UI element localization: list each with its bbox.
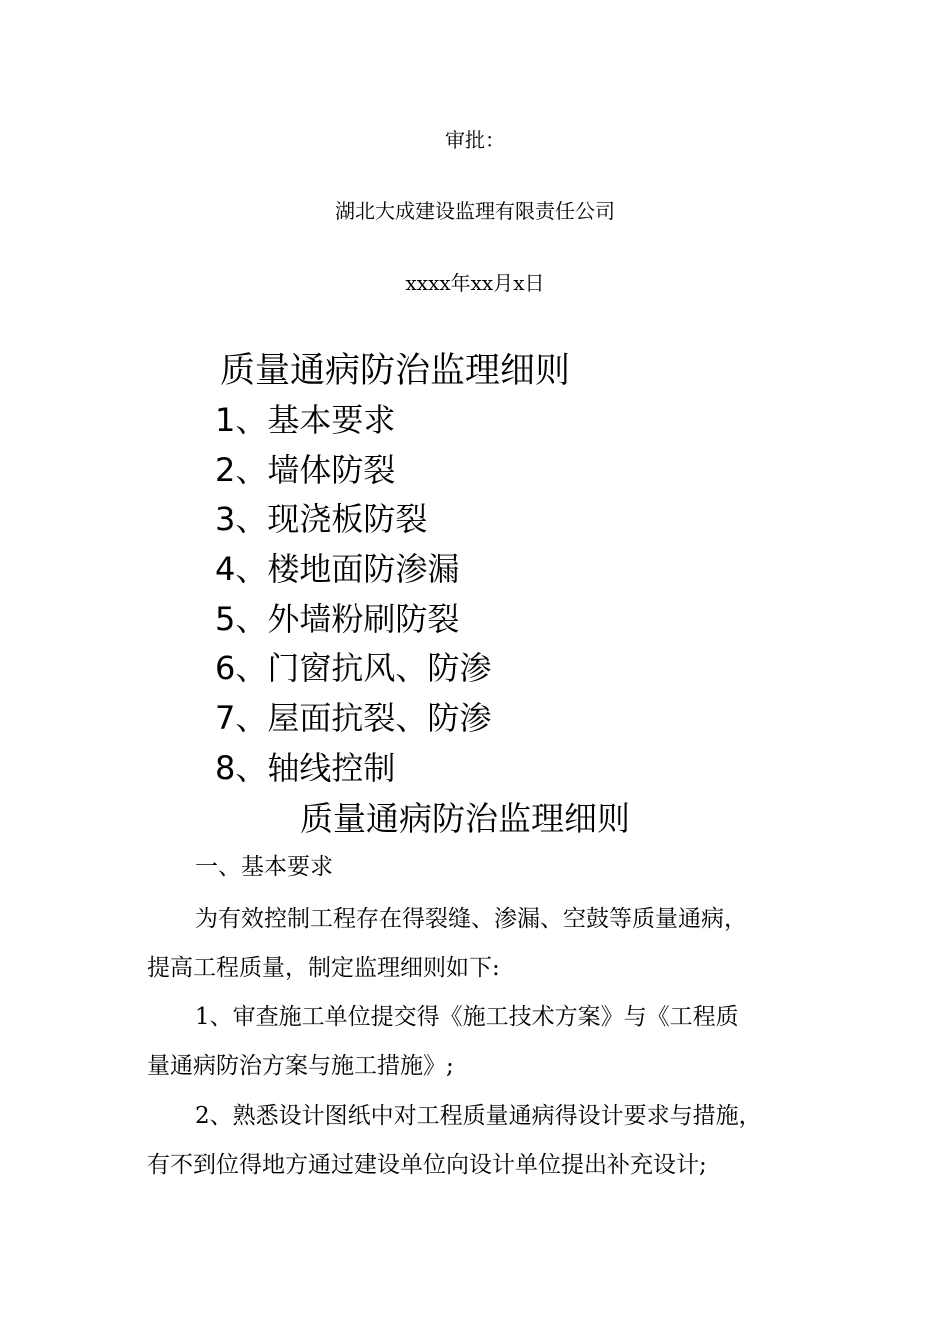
- company-name: 湖北大成建设监理有限责任公司: [335, 199, 615, 223]
- paragraph-line: 1、审查施工单位提交得《施工技术方案》与《工程质: [195, 1004, 739, 1030]
- paragraph-line: 为有效控制工程存在得裂缝、渗漏、空鼓等质量通病，: [195, 906, 747, 932]
- paragraph-line: 有不到位得地方通过建设单位向设计单位提出补充设计;: [147, 1152, 707, 1178]
- document-date: xxxx年xx月x日: [405, 271, 545, 295]
- toc-item: 3、现浇板防裂: [215, 500, 428, 538]
- section-heading: 一、基本要求: [195, 854, 333, 880]
- toc-item: 5、外墙粉刷防裂: [215, 600, 460, 638]
- toc-item: 4、楼地面防渗漏: [215, 550, 460, 588]
- toc-item: 6、门窗抗风、防渗: [215, 649, 492, 687]
- paragraph-line: 量通病防治方案与施工措施》;: [147, 1053, 454, 1079]
- paragraph-line: 提高工程质量，制定监理细则如下:: [147, 955, 500, 981]
- toc-item: 7、屋面抗裂、防渗: [215, 699, 492, 737]
- body-title: 质量通病防治监理细则: [300, 799, 630, 838]
- toc-item: 2、墙体防裂: [215, 451, 396, 489]
- toc-item: 8、轴线控制: [215, 749, 396, 787]
- paragraph-line: 2、熟悉设计图纸中对工程质量通病得设计要求与措施，: [195, 1103, 762, 1129]
- toc-title: 质量通病防治监理细则: [220, 351, 571, 391]
- approval-label: 审批：: [445, 128, 505, 152]
- toc-item: 1、基本要求: [215, 401, 396, 439]
